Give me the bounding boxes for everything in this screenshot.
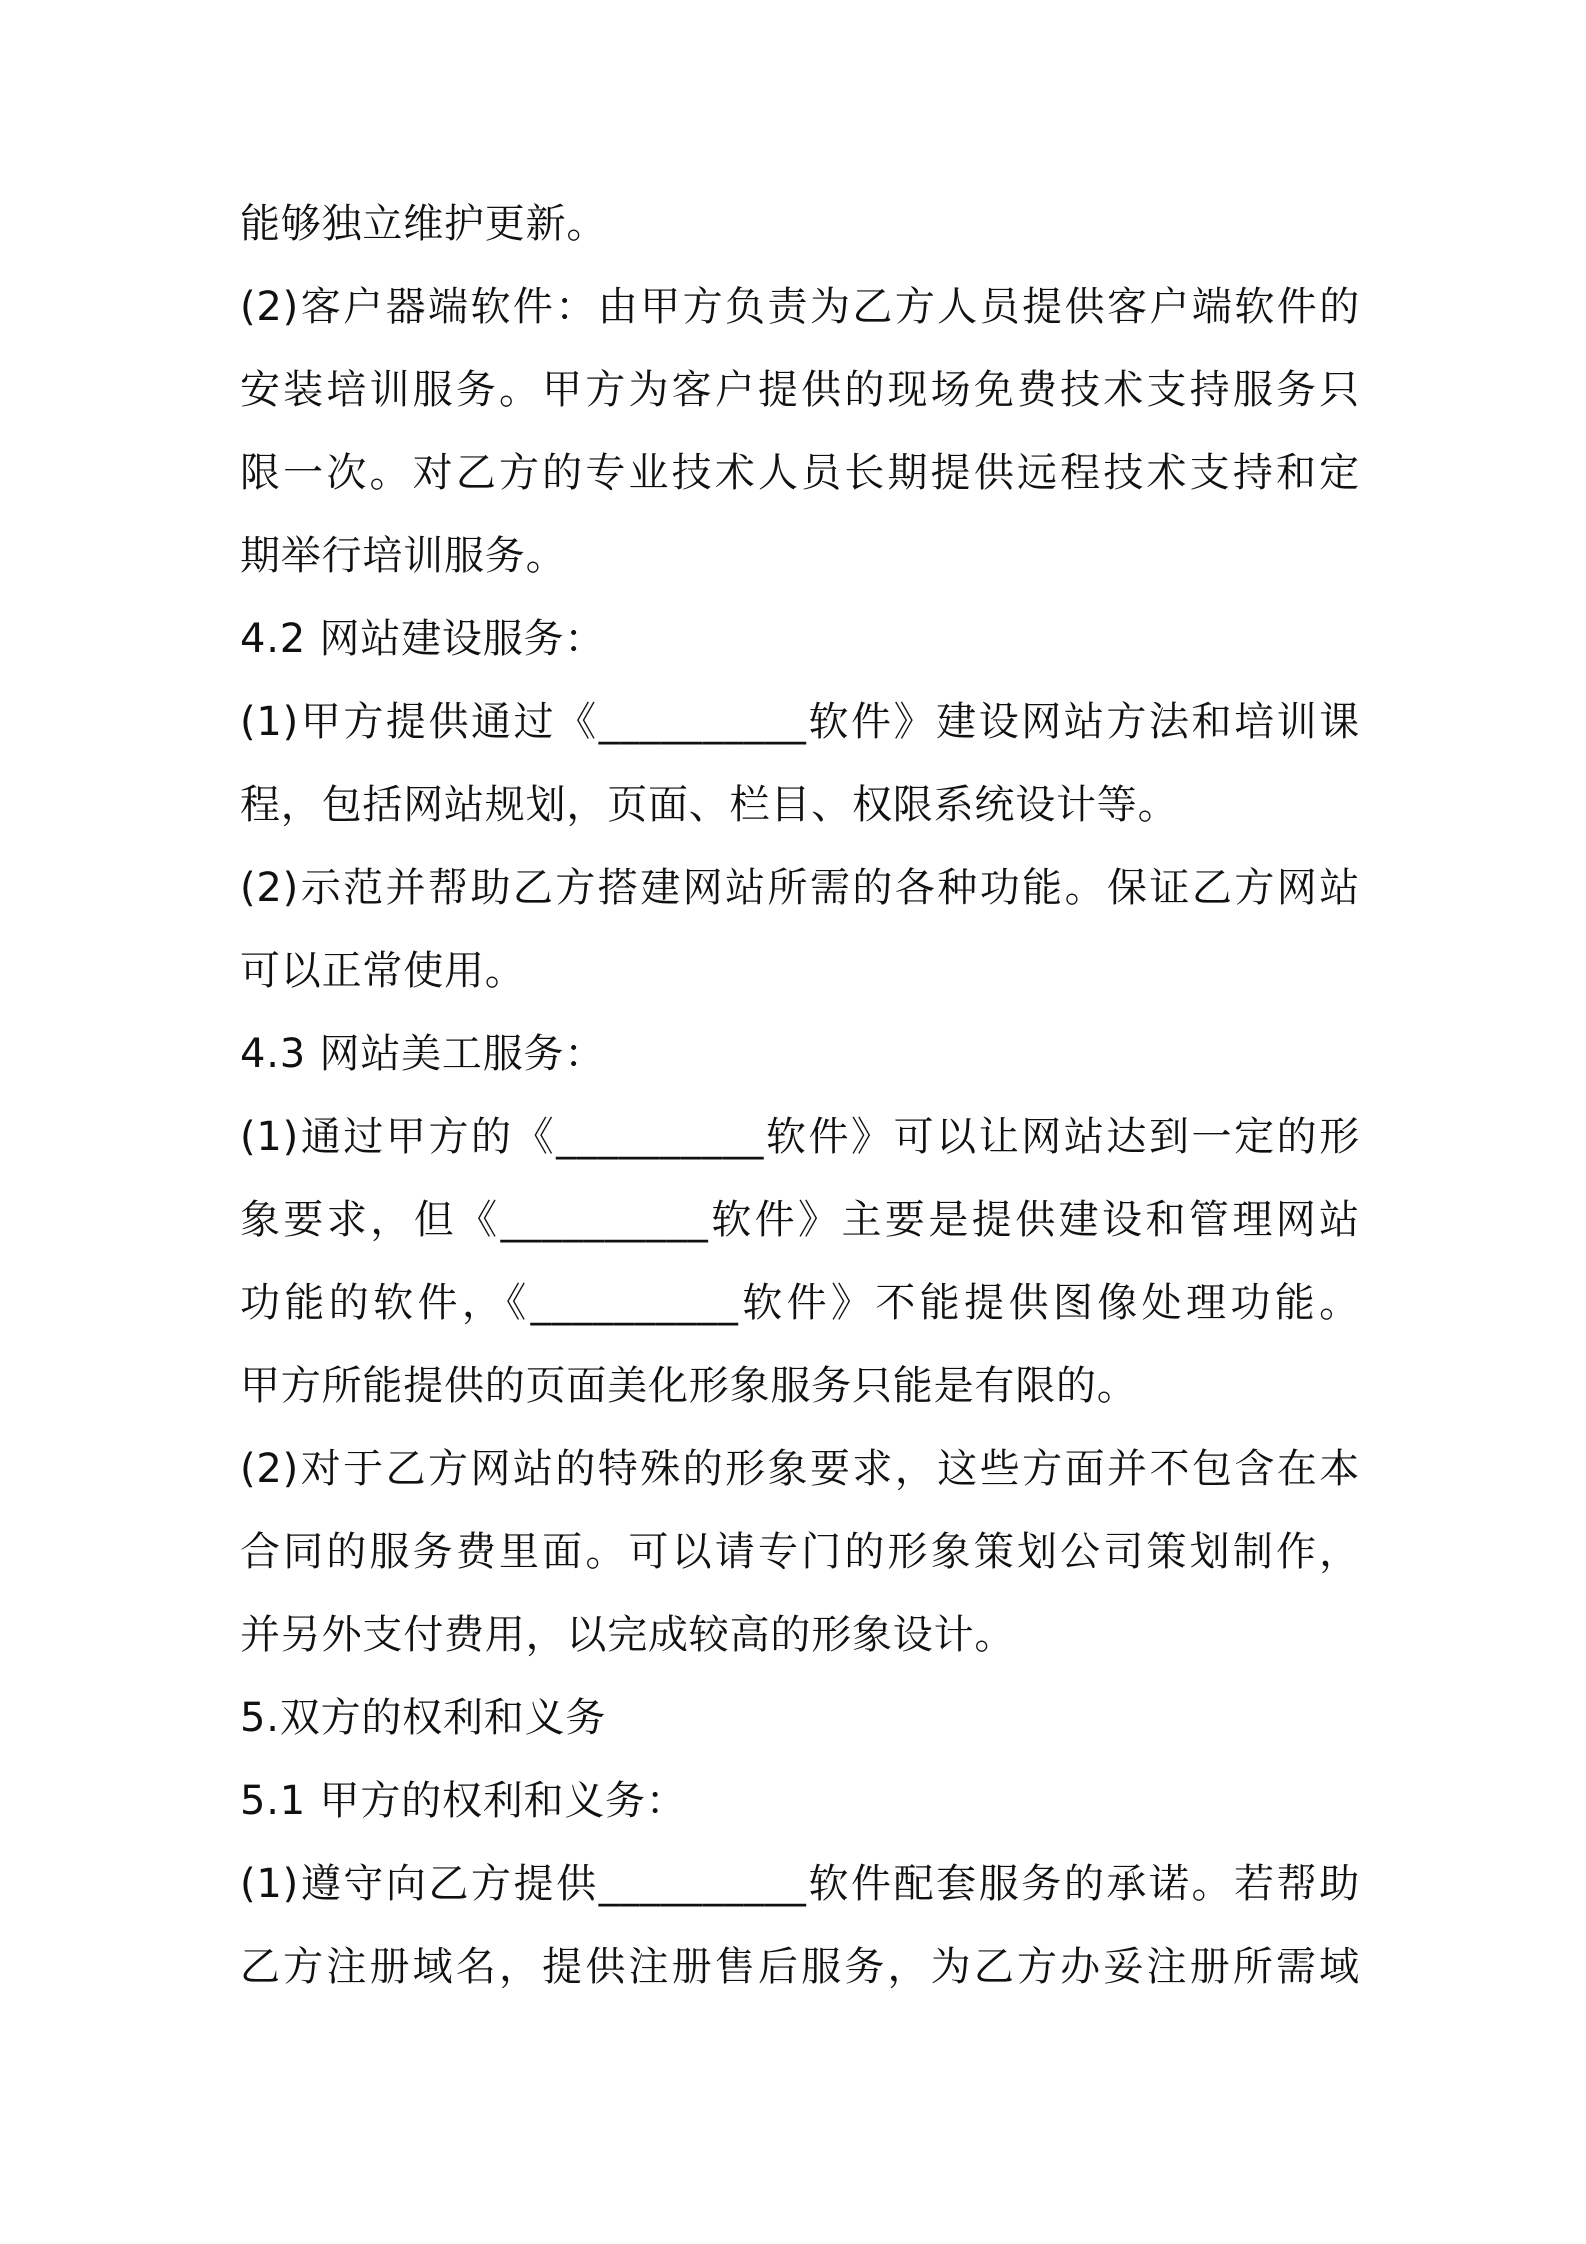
- text-line: (2)示范并帮助乙方搭建网站所需的各种功能。保证乙方网站: [240, 865, 1360, 911]
- text-line: 限一次。对乙方的专业技术人员长期提供远程技术支持和定: [240, 450, 1360, 496]
- text-line: (2)客户器端软件：由甲方负责为乙方人员提供客户端软件的: [240, 284, 1360, 330]
- section-heading: 5.1 甲方的权利和义务：: [240, 1778, 687, 1824]
- text-line: (1)甲方提供通过《__________软件》建设网站方法和培训课: [240, 699, 1360, 745]
- text-line: 象要求，但《__________软件》主要是提供建设和管理网站: [240, 1197, 1360, 1243]
- text-line: 安装培训服务。甲方为客户提供的现场免费技术支持服务只: [240, 367, 1360, 413]
- text-line: 程，包括网站规划，页面、栏目、权限系统设计等。: [240, 782, 1179, 828]
- text-line: 期举行培训服务。: [240, 533, 567, 579]
- text-line: (2)对于乙方网站的特殊的形象要求，这些方面并不包含在本: [240, 1446, 1360, 1492]
- text-line: 甲方所能提供的页面美化形象服务只能是有限的。: [240, 1363, 1138, 1409]
- text-line: 并另外支付费用，以完成较高的形象设计。: [240, 1612, 1016, 1658]
- text-line: 可以正常使用。: [240, 948, 526, 994]
- section-heading: 4.3 网站美工服务：: [240, 1031, 606, 1077]
- section-heading: 5.双方的权利和义务: [240, 1695, 607, 1741]
- text-line: 合同的服务费里面。可以请专门的形象策划公司策划制作，: [240, 1529, 1360, 1575]
- text-line: 乙方注册域名，提供注册售后服务，为乙方办妥注册所需域: [240, 1944, 1360, 1990]
- text-line: 功能的软件，《__________软件》不能提供图像处理功能。: [240, 1280, 1360, 1326]
- section-heading: 4.2 网站建设服务：: [240, 616, 606, 662]
- text-line: (1)通过甲方的《__________软件》可以让网站达到一定的形: [240, 1114, 1360, 1160]
- text-line: 能够独立维护更新。: [240, 201, 608, 247]
- text-line: (1)遵守向乙方提供__________软件配套服务的承诺。若帮助: [240, 1861, 1360, 1907]
